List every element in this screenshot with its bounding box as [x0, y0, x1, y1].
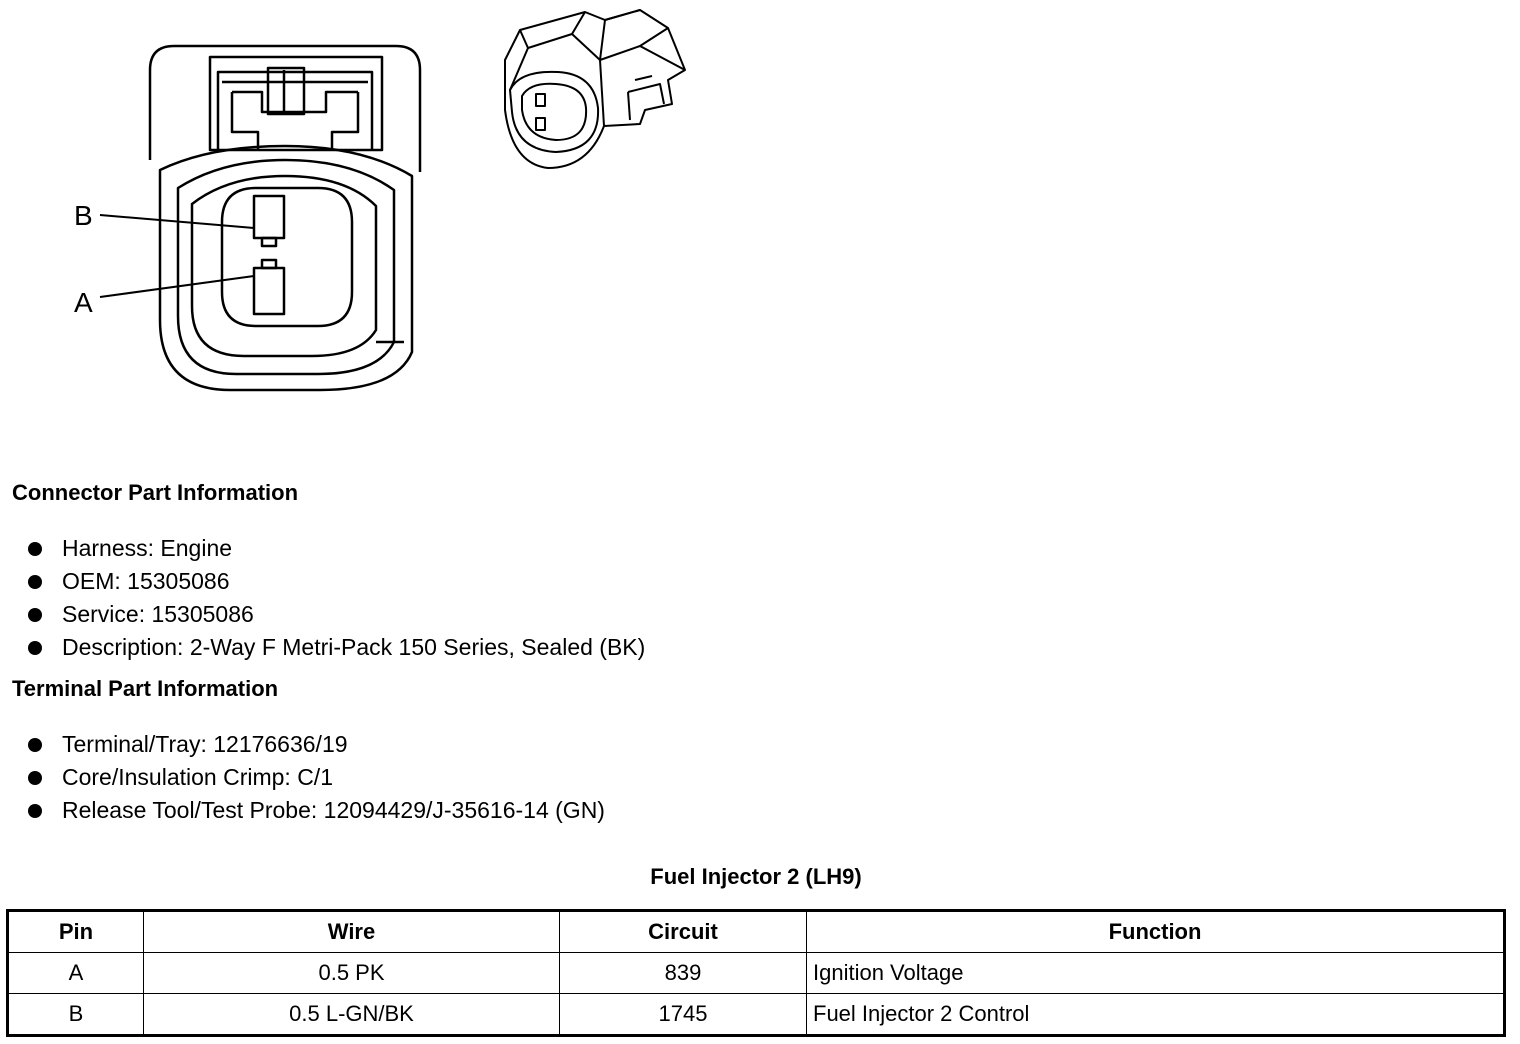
connector-iso-view: [505, 10, 685, 168]
header-function: Function: [807, 911, 1505, 953]
bullet-icon: [28, 804, 42, 818]
pin-label-a: A: [74, 287, 93, 318]
pinout-table: [6, 909, 1506, 1037]
bullet-icon: [28, 542, 42, 556]
list-item: OEM: 15305086: [28, 565, 645, 598]
terminal-part-heading: Terminal Part Information: [12, 676, 279, 701]
terminal-a: [254, 260, 284, 314]
cell-function: Fuel Injector 2 Control: [807, 994, 1505, 1036]
cell-circuit: 1745: [560, 994, 807, 1036]
table-row: [8, 953, 1505, 994]
header-circuit: Circuit: [560, 911, 807, 953]
list-item: Terminal/Tray: 12176636/19: [28, 728, 605, 761]
cell-circuit: 839: [560, 953, 807, 994]
pin-label-b: B: [74, 200, 93, 231]
terminal-part-list: [28, 728, 605, 827]
header-wire: Wire: [144, 911, 560, 953]
connector-diagram: [0, 0, 720, 420]
table-title: Fuel Injector 2 (LH9): [650, 864, 862, 889]
cell-pin: A: [8, 953, 144, 994]
cell-function: Ignition Voltage: [807, 953, 1505, 994]
bullet-icon: [28, 771, 42, 785]
bullet-icon: [28, 608, 42, 622]
header-pin: Pin: [8, 911, 144, 953]
connector-face-view: [74, 46, 420, 390]
cell-pin: B: [8, 994, 144, 1036]
list-item: Description: 2-Way F Metri-Pack 150 Series, Sealed (BK): [28, 631, 645, 664]
connector-part-heading: Connector Part Information: [12, 480, 299, 505]
list-item: Release Tool/Test Probe: 12094429/J-35616-14 (GN): [28, 794, 605, 827]
terminal-b: [254, 196, 284, 246]
bullet-icon: [28, 575, 42, 589]
bullet-icon: [28, 641, 42, 655]
table-row: [8, 994, 1505, 1036]
cell-wire: 0.5 PK: [144, 953, 560, 994]
list-item: Service: 15305086: [28, 598, 645, 631]
bullet-icon: [28, 738, 42, 752]
table-header-row: [8, 911, 1505, 953]
list-item: Core/Insulation Crimp: C/1: [28, 761, 605, 794]
connector-part-list: [28, 532, 645, 664]
cell-wire: 0.5 L-GN/BK: [144, 994, 560, 1036]
list-item: Harness: Engine: [28, 532, 645, 565]
